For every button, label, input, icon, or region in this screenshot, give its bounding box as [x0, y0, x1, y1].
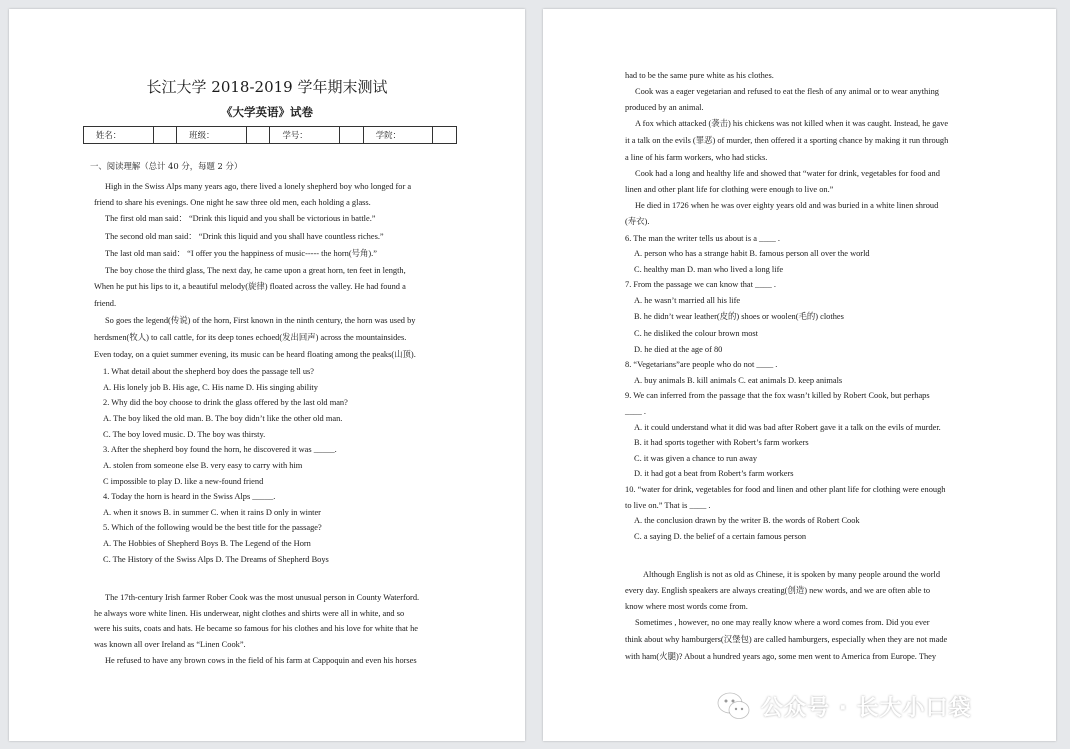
options-9: C. it was given a chance to run away	[634, 454, 758, 463]
passage-line: produced by an animal.	[625, 103, 704, 112]
options-2: C. The boy loved music. D. The boy was thirsty.	[103, 430, 266, 439]
passage-line: He died in 1726 when he was over eighty years old and was buried in a white linen shroud	[635, 201, 939, 210]
passage-line: friend.	[94, 299, 117, 308]
options-3: C impossible to play D. like a new-found friend	[103, 477, 264, 486]
student-id-blank	[340, 127, 364, 144]
options-3: A. stolen from someone else B. very easy to carry with him	[103, 461, 303, 470]
question-10: 10. “water for drink, vegetables for food and linen and other plant life for clothing were enough	[625, 485, 946, 494]
options-6: A. person who has a strange habit B. famous person all over the world	[634, 249, 870, 258]
passage-line: herdsmen(牧人) to call cattle, for its deep tones echoed(发出回声) across the mountainsides.	[94, 333, 407, 342]
passage-line: know where most words come from.	[625, 602, 748, 611]
passage-line: with ham(火腿)? About a hundred years ago, some men went to America from Europe. They	[625, 652, 937, 661]
question-4: 4. Today the horn is heard in the Swiss Alps _____.	[103, 492, 276, 501]
passage-line: The second old man said： “Drink this liquid and you shall have countless riches.”	[105, 232, 384, 241]
options-8: A. buy animals B. kill animals C. eat animals D. keep animals	[634, 376, 843, 385]
passage-line: Cook was a eager vegetarian and refused to eat the flesh of any animal or to wear anything	[635, 87, 939, 96]
options-9: D. it had got a beat from Robert’s farm workers	[634, 469, 794, 478]
options-9: B. it had sports together with Robert’s farm workers	[634, 438, 809, 447]
passage-line: (寿衣).	[625, 217, 650, 226]
options-5: C. The History of the Swiss Alps D. The Dreams of Shepherd Boys	[103, 555, 329, 564]
passage-line: Even today, on a quiet summer evening, its music can be heard floating among the peaks(山顶).	[94, 350, 416, 359]
question-1: 1. What detail about the shepherd boy does the passage tell us?	[103, 367, 315, 376]
question-9: ____ .	[625, 407, 646, 416]
question-3: 3. After the shepherd boy found the horn, he discovered it was _____.	[103, 445, 337, 454]
options-6: C. healthy man D. man who lived a long life	[634, 265, 784, 274]
passage-line: were his suits, coats and hats. He became so famous for his clothes and his love for white that he	[94, 624, 418, 633]
exam-page-1	[9, 9, 525, 741]
passage-line: A fox which attacked (袭击) his chickens was not killed when it was caught. Instead, he gave	[635, 119, 949, 128]
passage-line: The first old man said： “Drink this liquid and you shall be victorious in battle.”	[105, 214, 376, 223]
exam-title: 长江大学 2018-2019 学年期末测试	[146, 78, 388, 96]
passage-line: High in the Swiss Alps many years ago, there lived a lonely shepherd boy who longed for a	[105, 182, 412, 191]
options-7: C. he disliked the colour brown most	[634, 329, 758, 338]
student-id-label: 学号：	[270, 127, 340, 144]
wechat-watermark	[717, 688, 972, 724]
passage-line: a line of his farm workers, who had sticks.	[625, 153, 768, 162]
passage-line: Sometimes , however, no one may really know where a word comes from. Did you ever	[635, 618, 930, 627]
question-7: 7. From the passage we can know that ____ .	[625, 280, 776, 289]
passage-line: The boy chose the third glass, The next day, he came upon a great horn, ten feet in length,	[105, 266, 406, 275]
class-blank	[246, 127, 270, 144]
passage-line: it a talk on the evils (罪恶) of murder, then offered it a sporting chance by making it run through	[625, 136, 949, 145]
options-4: A. when it snows B. in summer C. when it rains D only in winter	[103, 508, 321, 517]
options-2: A. The boy liked the old man. B. The boy didn’t like the other old man.	[103, 414, 343, 423]
passage-line: every day. English speakers are always creating(创造) new words, and we are often able to	[625, 586, 931, 595]
passage-line: The 17th-century Irish farmer Rober Cook was the most unusual person in County Waterford.	[105, 593, 420, 602]
options-10: A. the conclusion drawn by the writer B. the words of Robert Cook	[634, 516, 860, 525]
exam-page-2	[543, 9, 1056, 741]
options-7: A. he wasn’t married all his life	[634, 296, 741, 305]
exam-subtitle: 《大学英语》试卷	[221, 105, 313, 119]
options-5: A. The Hobbies of Shepherd Boys B. The Legend of the Horn	[103, 539, 311, 548]
question-9: 9. We can inferred from the passage that the fox wasn’t killed by Robert Cook, but perhaps	[625, 391, 930, 400]
passage-line: Although English is not as old as Chinese, it is spoken by many people around the world	[643, 570, 941, 579]
options-7: B. he didn’t wear leather(皮的) shoes or woolen(毛的) clothes	[634, 312, 844, 321]
passage-line: he always wore white linen. His underwear, night clothes and shirts were all in white, and so	[94, 609, 405, 618]
passage-line: When he put his lips to it, a beautiful melody(旋律) floated across the valley. He had found a	[94, 282, 406, 291]
college-label: 学院：	[363, 127, 433, 144]
passage-line: So goes the legend(传说) of the horn, First known in the ninth century, the horn was used by	[105, 316, 416, 325]
name-label: 姓名：	[84, 127, 154, 144]
watermark-text: 公众号 · 长大小口袋	[761, 695, 972, 721]
passage-line: He refused to have any brown cows in the field of his farm at Cappoquin and even his horses	[105, 656, 417, 665]
passage-line: think about why hamburgers(汉堡包) are called hamburgers, especially when they are not made	[625, 635, 948, 644]
passage-line: Cook had a long and healthy life and showed that “water for drink, vegetables for food and	[635, 169, 940, 178]
question-2: 2. Why did the boy choose to drink the glass offered by the last old man?	[103, 398, 348, 407]
passage-line: had to be the same pure white as his clothes.	[625, 71, 774, 80]
question-10: to live on.” That is ____ .	[625, 501, 711, 510]
passage-line: linen and other plant life for clothing were enough to live on.”	[625, 185, 834, 194]
options-10: C. a saying D. the belief of a certain famous person	[634, 532, 807, 541]
options-7: D. he died at the age of 80	[634, 345, 723, 354]
student-info-table	[83, 126, 457, 144]
section-heading: 一、阅读理解（总计 40 分，每题 2 分）	[90, 161, 243, 171]
question-5: 5. Which of the following would be the best title for the passage?	[103, 523, 322, 532]
wechat-icon	[717, 691, 751, 721]
question-8: 8. “Vegetarians”are people who do not ____ .	[625, 360, 778, 369]
college-blank	[433, 127, 457, 144]
class-label: 班级：	[177, 127, 247, 144]
options-1: A. His lonely job B. His age, C. His name D. His singing ability	[103, 383, 318, 392]
passage-line: The last old man said： “I offer you the happiness of music----- the horn(号角).”	[105, 249, 377, 258]
name-blank	[153, 127, 177, 144]
question-6: 6. The man the writer tells us about is a ____ .	[625, 234, 780, 243]
passage-line: friend to share his evenings. One night he saw three old men, each holding a glass.	[94, 198, 371, 207]
passage-line: was known all over Ireland as “Linen Cook”.	[94, 640, 246, 649]
options-9: A. it could understand what it did was bad after Robert gave it a talk on the evils of murder.	[634, 423, 941, 432]
